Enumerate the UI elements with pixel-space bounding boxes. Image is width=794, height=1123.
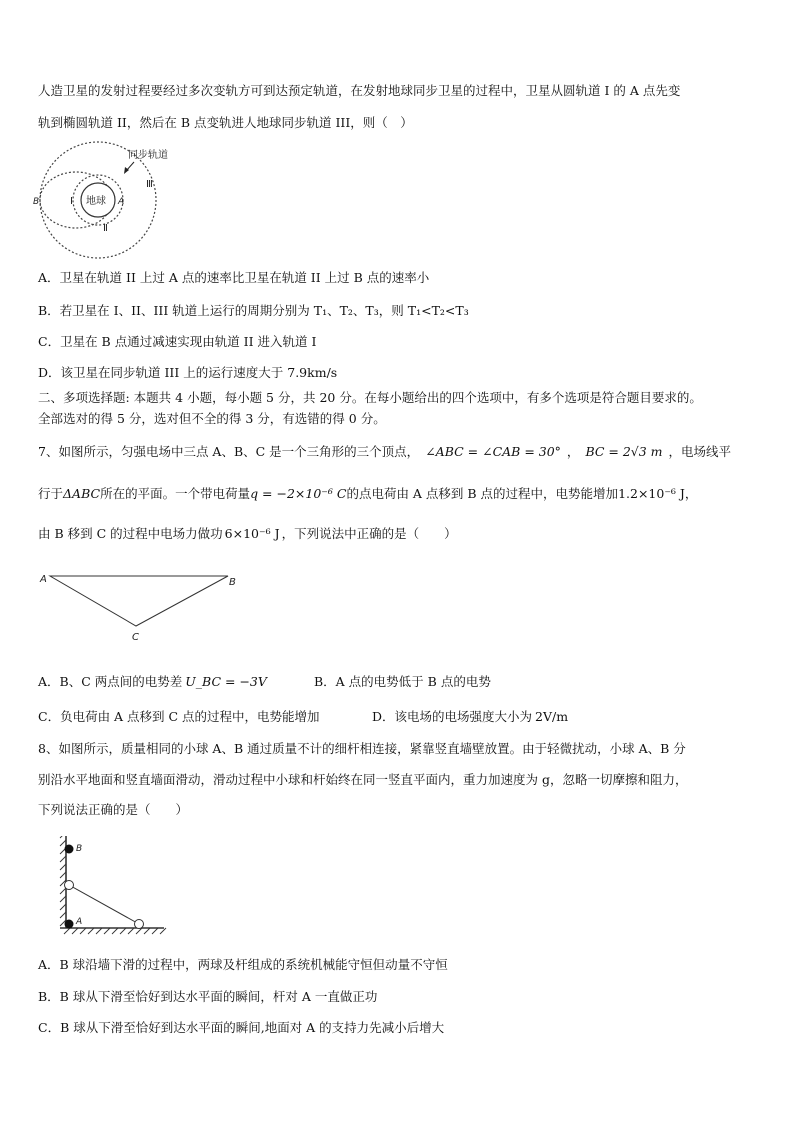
ball-a-hollow <box>135 920 144 929</box>
q6-option-d: D．该卫星在同步轨道 III 上的运行速度大于 7.9km/s <box>38 365 338 380</box>
q7-option-b: B．A 点的电势低于 B 点的电势 <box>314 674 491 689</box>
q7-energy: 1.2×10⁻⁶ J <box>618 486 685 501</box>
ball-a-start <box>65 920 74 929</box>
rod-diagram <box>52 836 172 936</box>
q7-angle: ∠ABC = ∠CAB = 30° <box>425 444 561 459</box>
triangle-diagram <box>38 570 248 645</box>
q7-line2b: 所在的平面。一个带电荷量 <box>100 486 251 501</box>
ball-a-label: A <box>76 917 83 927</box>
q8-line1: 8、如图所示，质量相同的小球 A、B 通过质量不计的细杆相连接，紧靠竖直墙壁放置。由于轻微扰动，小球 A、B 分 <box>38 741 686 756</box>
q7-option-d <box>372 707 568 725</box>
q7-line3a: 由 B 移到 C 的过程中电场力做功 <box>38 526 223 541</box>
q7-line1a: 7、如图所示，匀强电场中三点 A、B、C 是一个三角形的三个顶点， <box>38 444 420 459</box>
floor-hatch <box>64 928 166 934</box>
orbit-diagram <box>30 140 190 260</box>
q8-option-b: B．B 球从下滑至恰好到达水平面的瞬间，杆对 A 一直做正功 <box>38 989 378 1004</box>
triangle-abc <box>50 576 228 626</box>
q7-option-a-text: A．B、C 两点间的电势差 <box>38 674 183 689</box>
q7-line2 <box>38 484 697 502</box>
q7-option-a <box>38 672 267 690</box>
triangle-b-label: B <box>229 577 236 588</box>
ball-b-hollow <box>65 881 74 890</box>
q7-line2d: ， <box>684 486 698 501</box>
q7-line3 <box>38 524 457 542</box>
orbit-1-label: Ⅰ <box>70 196 73 207</box>
q6-stem-line2: 轨到椭圆轨道 II，然后在 B 点变轨进人地球同步轨道 III，则（ ） <box>38 115 413 130</box>
q6-stem-line1: 人造卫星的发射过程要经过多次变轨方可到达预定轨道，在发射地球同步卫星的过程中，卫星从圆轨道 I 的 A 点先变 <box>38 83 681 98</box>
q7-bc: BC = 2√3 m <box>585 444 663 459</box>
ball-b-label: B <box>76 844 83 854</box>
q8-line3: 下列说法正确的是（ ） <box>38 802 189 817</box>
q7-line1 <box>38 442 731 460</box>
point-b-label: B <box>33 197 40 207</box>
q7-sep: ， <box>566 444 580 459</box>
earth-label: 地球 <box>86 196 106 207</box>
q7-option-d-text: D．该电场的电场强度大小为 <box>372 709 533 724</box>
point-a-label: A <box>118 197 125 207</box>
triangle-c-label: C <box>132 632 139 643</box>
section2-line2: 全部选对的得 5 分，选对但不全的得 3 分，有选错的得 0 分。 <box>38 411 386 426</box>
q7-line2c: 的点电荷由 A 点移到 B 点的过程中，电势能增加 <box>346 486 619 501</box>
q7-option-c: C．负电荷由 A 点移到 C 点的过程中，电势能增加 <box>38 709 320 724</box>
section2-line1: 二、多项选择题: 本题共 4 小题，每小题 5 分，共 20 分。在每小题给出的四个选项中，有多个选项是符合题目要求的。 <box>38 390 702 405</box>
q7-line2a: 行于 <box>38 486 64 501</box>
orbit-2-label: Ⅱ <box>103 223 108 234</box>
q6-option-b: B．若卫星在 I、II、III 轨道上运行的周期分别为 T₁、T₂、T₃，则 T₁<T₂<T₃ <box>38 303 469 318</box>
orbit-3-label: Ⅲ <box>146 179 153 190</box>
q8-option-c: C．B 球从下滑至恰好到达水平面的瞬间,地面对 A 的支持力先减小后增大 <box>38 1020 445 1035</box>
q8-line2: 别沿水平地面和竖直墙面滑动，滑动过程中小球和杆始终在同一竖直平面内，重力加速度为 g，忽略一切摩擦和阻力， <box>38 772 688 787</box>
triangle-a-label: A <box>40 574 47 585</box>
q7-charge: q = −2×10⁻⁶ C <box>250 486 347 501</box>
q6-option-a: A．卫星在轨道 II 上过 A 点的速率比卫星在轨道 II 上过 B 点的速率小 <box>38 270 430 285</box>
q7-line3b: ，下列说法中正确的是（ ） <box>281 526 457 541</box>
ball-b-top <box>65 845 74 854</box>
q6-option-c: C．卫星在 B 点通过减速实现由轨道 II 进入轨道 I <box>38 334 317 349</box>
q7-line1b: ，电场线平 <box>668 444 732 459</box>
q7-triangle: ΔABC <box>63 486 101 501</box>
q7-work: 6×10⁻⁶ J <box>224 526 280 541</box>
q7-option-a-formula: U_BC = −3V <box>185 674 267 689</box>
q7-option-d-formula: 2V/m <box>535 709 569 724</box>
q8-option-a: A．B 球沿墙下滑的过程中，两球及杆组成的系统机械能守恒但动量不守恒 <box>38 957 448 972</box>
sync-orbit-label: 同步轨道 <box>128 150 168 161</box>
